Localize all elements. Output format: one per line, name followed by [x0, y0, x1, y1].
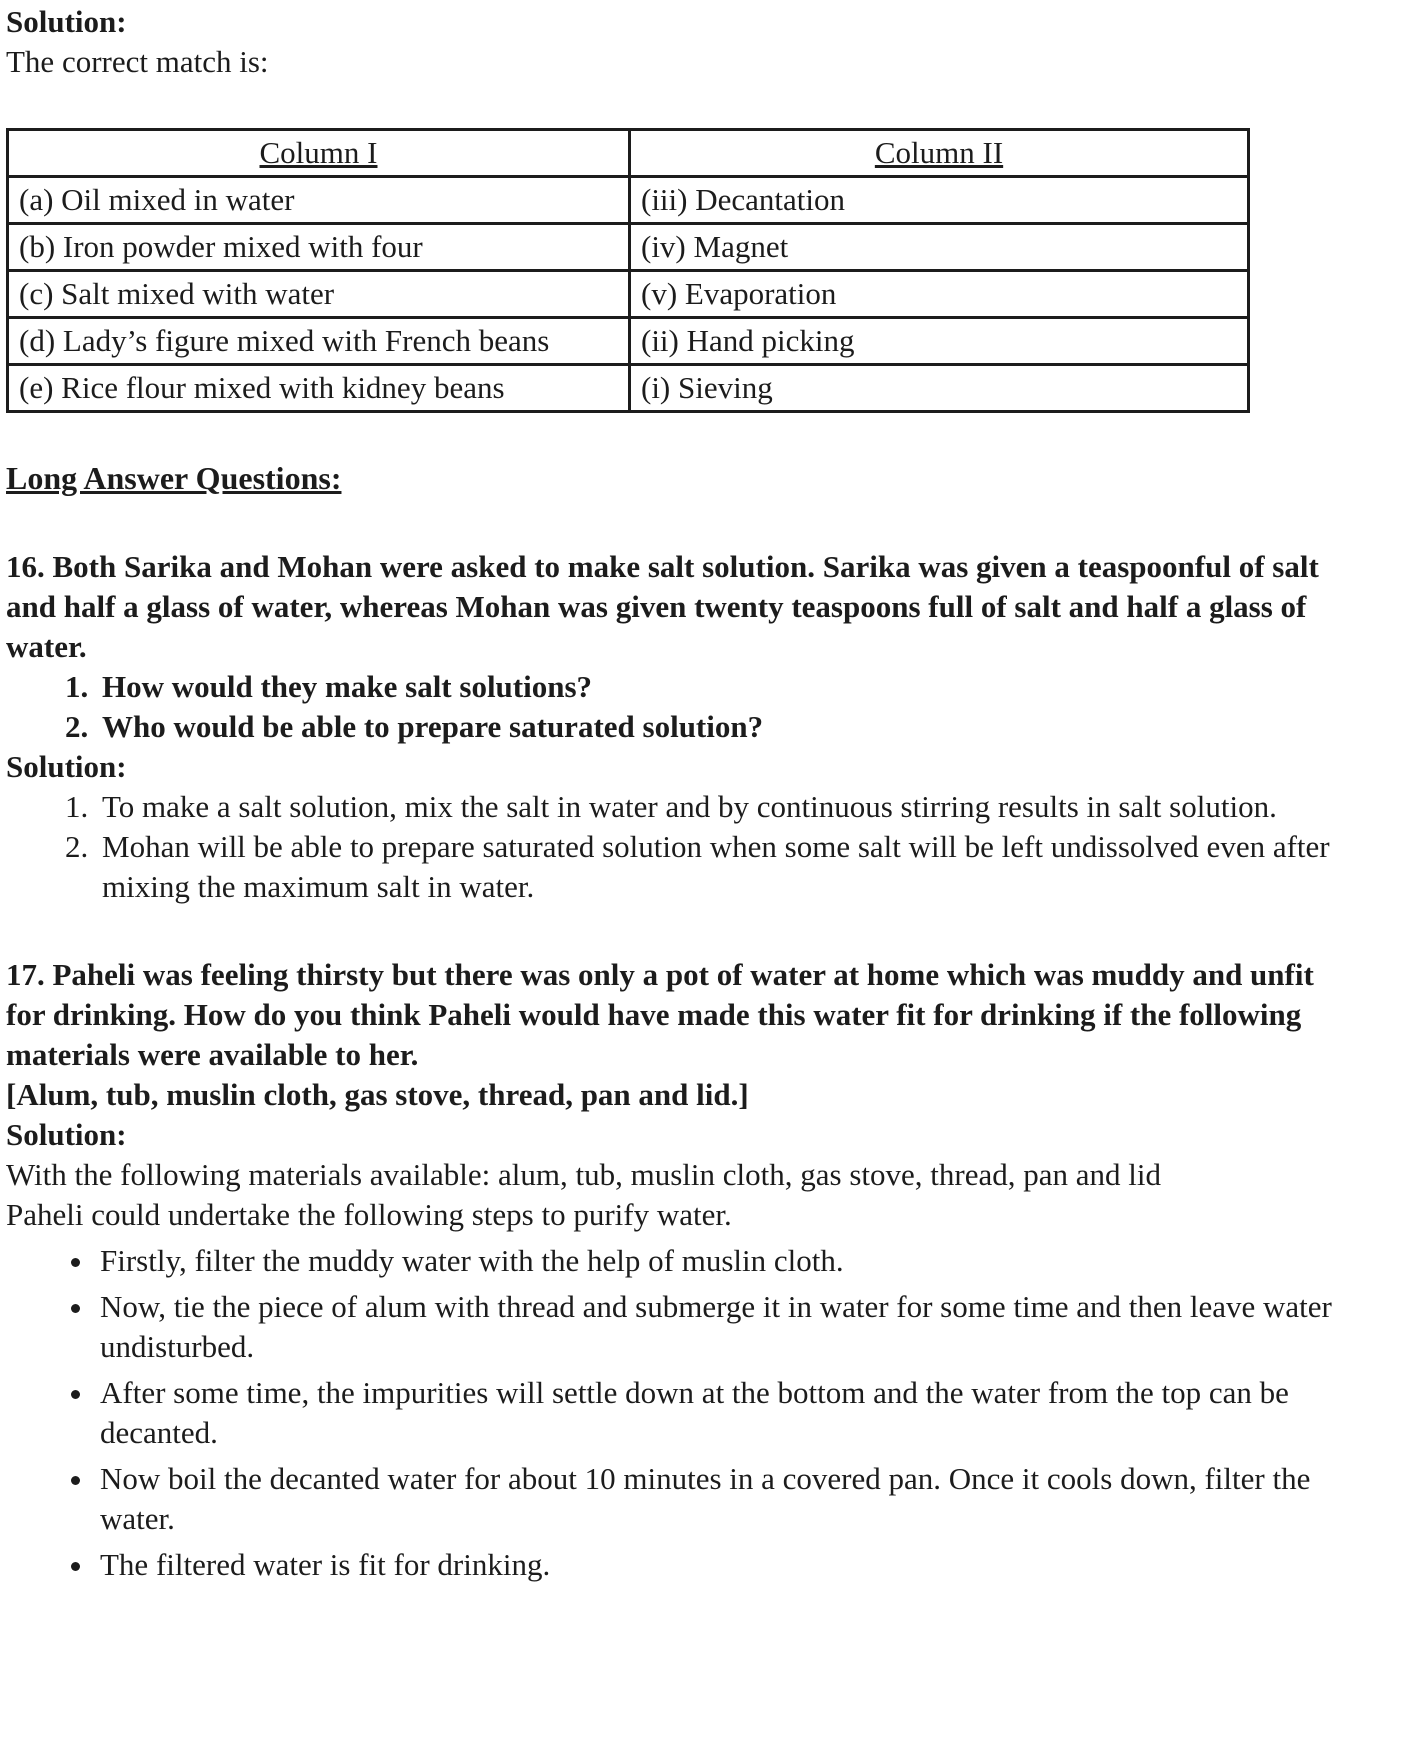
- question-16-solution-label: Solution:: [6, 749, 127, 785]
- column2-header-cell: [630, 129, 1249, 176]
- match-columns-table: [6, 128, 1250, 413]
- table-cell-row1-col1: (a) Oil mixed in water: [8, 176, 630, 223]
- long-answer-questions-heading: Long Answer Questions:: [6, 459, 342, 496]
- table-cell-row2-col1: (b) Iron powder mixed with four: [8, 223, 630, 270]
- question-16-text: 16. Both Sarika and Mohan were asked to make salt solution. Sarika was given a teaspoonful of salt and half a glass of water, whereas Mohan was given twenty teaspoons full of salt and half a glass of water.: [6, 549, 1319, 665]
- table-header-row: [8, 129, 1249, 176]
- question-17-solution-label: Solution:: [6, 1116, 127, 1152]
- question-17-steps-list: [6, 1241, 1359, 1585]
- table-cell-row5-col1: (e) Rice flour mixed with kidney beans: [8, 364, 630, 411]
- table-row: [8, 364, 1249, 411]
- purify-step-2: • Now, tie the piece of alum with thread and submerge it in water for some time and then leave water undisturbed.: [96, 1287, 1359, 1367]
- table-cell-row4-col1: (d) Lady’s figure mixed with French beans: [8, 317, 630, 364]
- table-cell-row1-col2: (iii) Decantation: [630, 176, 1249, 223]
- table-cell-row2-col2: (iv) Magnet: [630, 223, 1249, 270]
- question-16-answers: [6, 787, 1359, 907]
- question-16-answer-2: 2. Mohan will be able to prepare saturated solution when some salt will be left undissolved even after mixing the maximum salt in water.: [96, 827, 1359, 907]
- table-cell-row4-col2: (ii) Hand picking: [630, 317, 1249, 364]
- question-17-solution-intro-2: Paheli could undertake the following steps to purify water.: [6, 1196, 732, 1232]
- purify-step-1: • Firstly, filter the muddy water with the help of muslin cloth.: [96, 1241, 1359, 1281]
- column2-header-label: Column II: [874, 134, 1004, 170]
- match-solution-label: Solution:: [6, 4, 127, 39]
- table-row: [8, 270, 1249, 317]
- question-16-subquestions: [6, 667, 1359, 747]
- purify-step-5: • The filtered water is fit for drinking.: [96, 1545, 1359, 1585]
- question-16-subquestion-1: 1. How would they make salt solutions?: [96, 667, 1359, 707]
- table-row: [8, 317, 1249, 364]
- column1-header-cell: [8, 129, 630, 176]
- purify-step-4: • Now boil the decanted water for about 10 minutes in a covered pan. Once it cools down, filter the water.: [96, 1459, 1359, 1539]
- purify-step-3: • After some time, the impurities will settle down at the bottom and the water from the top can be decanted.: [96, 1373, 1359, 1453]
- question-17-text: 17. Paheli was feeling thirsty but there was only a pot of water at home which was muddy and unfit for drinking. How do you think Paheli would have made this water fit for drinking if the following materials were available to her.: [6, 957, 1314, 1072]
- question-17-materials: [Alum, tub, muslin cloth, gas stove, thread, pan and lid.]: [6, 1076, 749, 1112]
- question-16-answer-1: 1. To make a salt solution, mix the salt in water and by continuous stirring results in salt solution.: [96, 787, 1359, 827]
- question-17-solution-intro: With the following materials available: alum, tub, muslin cloth, gas stove, thread, pan and lid: [6, 1156, 1161, 1192]
- question-16-subquestion-2: 2. Who would be able to prepare saturated solution?: [96, 707, 1359, 747]
- match-intro-text: The correct match is:: [6, 43, 269, 79]
- table-row: [8, 223, 1249, 270]
- table-cell-row3-col2: (v) Evaporation: [630, 270, 1249, 317]
- table-cell-row5-col2: (i) Sieving: [630, 364, 1249, 411]
- table-row: [8, 176, 1249, 223]
- column1-header-label: Column I: [259, 134, 378, 170]
- table-cell-row3-col1: (c) Salt mixed with water: [8, 270, 630, 317]
